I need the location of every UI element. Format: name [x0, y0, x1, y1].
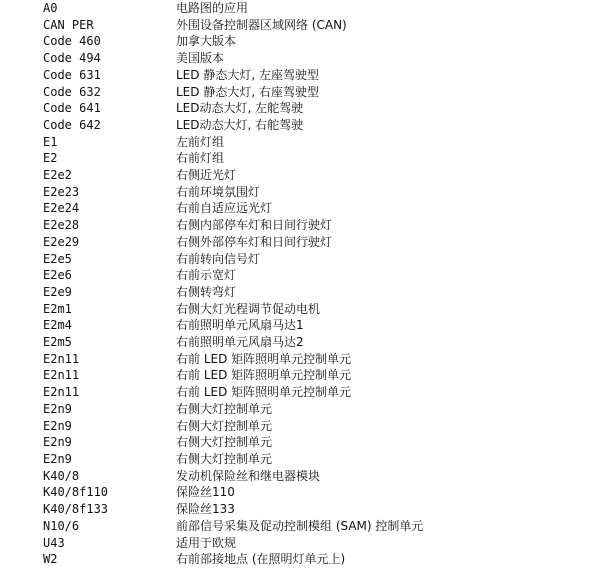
legend-row [0, 84, 601, 101]
component-description: LED 静态大灯, 左座驾驶型 [176, 67, 319, 82]
component-description: 美国版本 [176, 51, 225, 66]
component-description: 右前自适应远光灯 [176, 201, 273, 216]
component-description: 右侧大灯控制单元 [176, 401, 273, 416]
legend-row [0, 251, 601, 268]
component-description: 发动机保险丝和继电器模块 [176, 468, 321, 483]
component-description: 右前示宽灯 [176, 268, 237, 283]
component-description: LED 静态大灯, 右座驾驶型 [176, 84, 319, 99]
component-description: 右侧大灯控制单元 [176, 435, 273, 450]
legend-row [0, 301, 601, 318]
legend-row [0, 384, 601, 401]
legend-row [0, 184, 601, 201]
component-code: E2n9 [43, 451, 72, 466]
legend-row [0, 67, 601, 84]
component-description: 右侧大灯控制单元 [176, 418, 273, 433]
component-description: 右前部接地点 (在照明灯单元上) [176, 552, 346, 567]
legend-row [0, 217, 601, 234]
component-description: LED动态大灯, 左舵驾驶 [176, 101, 304, 116]
component-code: U43 [43, 535, 65, 550]
component-description: 右侧外部停车灯和日间行驶灯 [176, 234, 333, 249]
component-code: Code 632 [43, 84, 101, 99]
legend-row [0, 284, 601, 301]
legend-row [0, 17, 601, 34]
component-code: E2e29 [43, 234, 80, 249]
component-code: E2e24 [43, 201, 80, 216]
component-code: Code 460 [43, 34, 101, 49]
component-description: 电路图的应用 [176, 1, 249, 15]
legend-row [0, 150, 601, 167]
component-description: 右前照明单元风扇马达2 [176, 335, 304, 350]
legend-row [0, 317, 601, 334]
component-code: K40/8f110 [43, 485, 109, 500]
legend-row [0, 50, 601, 67]
legend-row [0, 434, 601, 451]
component-code: E2n11 [43, 351, 80, 366]
component-description: 右前 LED 矩阵照明单元控制单元 [176, 385, 352, 400]
legend-row [0, 401, 601, 418]
component-description: 右侧近光灯 [176, 168, 237, 183]
component-description: 外围设备控制器区域网络 (CAN) [176, 17, 347, 32]
component-description: 右前灯组 [176, 151, 225, 166]
component-code: E2n9 [43, 401, 72, 416]
component-description: 适用于欧规 [176, 535, 237, 550]
legend-row [0, 468, 601, 485]
component-code: E2n11 [43, 385, 80, 400]
component-code: E2n9 [43, 435, 72, 450]
component-code: E2n9 [43, 418, 72, 433]
component-code: W2 [43, 552, 58, 567]
legend-row [0, 134, 601, 151]
legend-row [0, 367, 601, 384]
component-code: E2n11 [43, 368, 80, 383]
component-code: K40/8f133 [43, 502, 109, 517]
component-code: CAN PER [43, 17, 94, 32]
component-code: E2e9 [43, 284, 72, 299]
component-description: 右前环境氛围灯 [176, 184, 261, 199]
legend-row [0, 267, 601, 284]
component-code: K40/8 [43, 468, 80, 483]
component-description: 左前灯组 [176, 134, 225, 149]
component-code: N10/6 [43, 518, 80, 533]
legend-row [0, 0, 601, 17]
component-code: E2m5 [43, 335, 72, 350]
component-description: 右前 LED 矩阵照明单元控制单元 [176, 368, 352, 383]
legend-row [0, 451, 601, 468]
component-code: E2e5 [43, 251, 72, 266]
component-description: LED动态大灯, 右舵驾驶 [176, 117, 304, 132]
legend-row [0, 234, 601, 251]
component-description: 右侧大灯光程调节促动电机 [176, 301, 321, 316]
component-code: Code 631 [43, 67, 101, 82]
component-description: 右侧转弯灯 [176, 284, 237, 299]
component-description: 加拿大版本 [176, 34, 237, 49]
component-code: E2e23 [43, 184, 80, 199]
legend-row [0, 501, 601, 518]
component-code: E2e6 [43, 268, 72, 283]
component-code: E1 [43, 134, 58, 149]
component-code: E2e2 [43, 168, 72, 183]
component-code: A0 [43, 1, 58, 15]
component-code: E2e28 [43, 218, 80, 233]
component-description: 右前 LED 矩阵照明单元控制单元 [176, 351, 352, 366]
component-code: Code 494 [43, 51, 101, 66]
component-description: 保险丝133 [176, 502, 235, 517]
component-description: 右侧内部停车灯和日间行驶灯 [176, 218, 333, 233]
component-code: E2m4 [43, 318, 72, 333]
component-description: 右侧大灯控制单元 [176, 451, 273, 466]
legend-row [0, 551, 601, 568]
legend-row [0, 33, 601, 50]
legend-row [0, 351, 601, 368]
component-description: 保险丝110 [176, 485, 235, 500]
component-code: Code 642 [43, 117, 101, 132]
legend-row [0, 334, 601, 351]
legend-row [0, 117, 601, 134]
component-code: E2m1 [43, 301, 72, 316]
component-code: Code 641 [43, 101, 101, 116]
legend-row [0, 518, 601, 535]
legend-row [0, 200, 601, 217]
legend-row [0, 100, 601, 117]
legend-row [0, 484, 601, 501]
component-description: 右前转向信号灯 [176, 251, 261, 266]
component-code: E2 [43, 151, 58, 166]
legend-row [0, 167, 601, 184]
component-description: 前部信号采集及促动控制模组 (SAM) 控制单元 [176, 518, 424, 533]
legend-row [0, 535, 601, 552]
legend-row [0, 418, 601, 435]
component-description: 右前照明单元风扇马达1 [176, 318, 304, 333]
